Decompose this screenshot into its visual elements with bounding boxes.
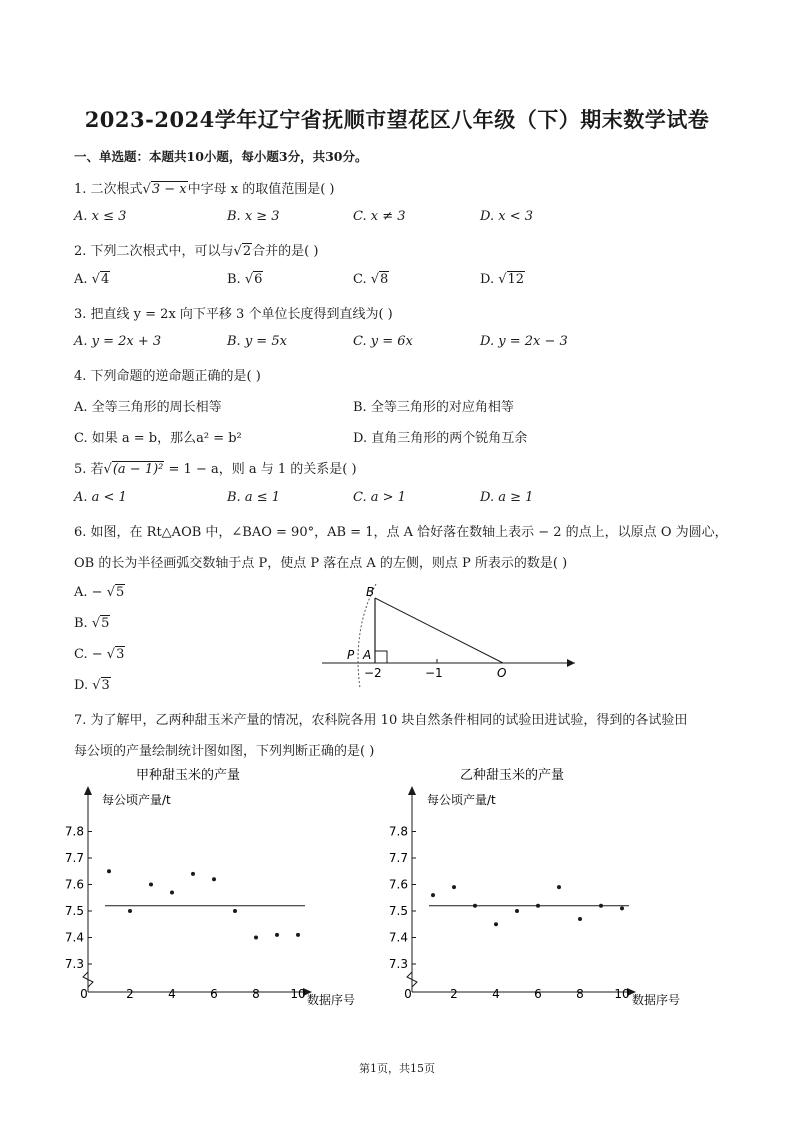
x-tick-label: 10 [614, 987, 630, 1001]
data-point [473, 904, 477, 908]
q2-b-radicand: 6 [254, 272, 263, 287]
data-point [515, 909, 519, 913]
q3-option-a: A. y = 2x + 3 [74, 334, 162, 349]
q2-d-radicand: 12 [507, 272, 525, 287]
exam-title: 2023-2024学年辽宁省抚顺市望花区八年级（下）期末数学试卷 [84, 107, 710, 132]
y-tick-label: 7.8 [64, 824, 84, 839]
q2-stem-a: 2. 下列二次根式中，可以与 [74, 244, 234, 259]
x-tick-label: 4 [492, 987, 500, 1001]
y-tick-label: 7.6 [388, 877, 408, 892]
chart-xlabel: 数据序号 [632, 993, 681, 1007]
sqrt-icon: √2 [233, 244, 252, 259]
data-point [536, 904, 540, 908]
q4-option-a: A. 全等三角形的周长相等 [74, 400, 222, 415]
q4-option-d: D. 直角三角形的两个锐角互余 [353, 431, 528, 446]
x-tick-label: 0 [80, 987, 88, 1001]
q2-a-radicand: 4 [100, 272, 110, 287]
q1-radicand: 3 − x [151, 182, 187, 197]
x-tick-label: 10 [290, 987, 306, 1001]
data-point [431, 893, 435, 897]
page-footer: 第1页，共15页 [359, 1062, 435, 1075]
q2-b-prefix: B. [227, 272, 245, 287]
q6-b-prefix: B. [74, 616, 92, 631]
data-point [578, 917, 582, 921]
chart-ylabel: 每公顷产量/t [102, 793, 171, 807]
q2-option-d: D. √12 [480, 272, 525, 287]
q6-c-radicand: 3 [116, 647, 125, 662]
y-tick-label: 7.3 [64, 957, 84, 971]
chart-title: 乙种甜玉米的产量 [459, 768, 565, 783]
x-tick-label: 2 [126, 987, 134, 1001]
chart-ylabel: 每公顷产量/t [427, 793, 496, 807]
q5-option-a: A. a < 1 [74, 490, 127, 505]
label-minus-2: −2 [364, 666, 382, 680]
x-tick-label: 8 [576, 987, 584, 1001]
q1-option-b: B. x ≥ 3 [227, 209, 280, 224]
data-point [599, 904, 603, 908]
q1-option-c: C. x ≠ 3 [353, 209, 406, 224]
q2-option-a: A. √4 [74, 272, 110, 287]
q6-option-b: B. √5 [74, 616, 110, 631]
x-tick-label: 6 [210, 987, 218, 1001]
data-point [557, 885, 561, 889]
q2-c-radicand: 8 [380, 272, 389, 287]
question-4-stem: 4. 下列命题的逆命题正确的是( ) [74, 369, 261, 384]
y-tick-label: 7.8 [388, 824, 408, 839]
q6-a-radicand: 5 [115, 585, 125, 600]
q2-c-prefix: C. [353, 272, 371, 287]
q1-option-d: D. x < 3 [480, 209, 533, 224]
q5-stem-a: 5. 若 [74, 462, 104, 477]
y-tick-label: 7.5 [64, 904, 84, 918]
x-tick-label: 8 [252, 987, 260, 1001]
question-6-line1: 6. 如图，在 Rt△AOB 中，∠BAO = 90°，AB = 1，点 A 恰好落在数轴上表示 − 2 的点上，以原点 O 为圆心， [74, 525, 728, 540]
sqrt-icon: √(a − 1)² [103, 462, 164, 477]
question-3-stem: 3. 把直线 y = 2x 向下平移 3 个单位长度得到直线为( ) [74, 307, 393, 322]
q6-a-prefix: A. − [74, 585, 107, 600]
y-tick-label: 7.5 [388, 904, 408, 918]
sqrt-icon: √3 − x [142, 182, 187, 197]
x-tick-label: 4 [168, 987, 176, 1001]
label-a: A [363, 648, 372, 662]
section-heading: 一、单选题：本题共10小题，每小题3分，共30分。 [74, 149, 368, 164]
q6-option-d: D. √3 [74, 678, 110, 693]
q6-c-prefix: C. − [74, 647, 107, 662]
question-7-line1: 7. 为了解甲，乙两种甜玉米产量的情况，农科院各用 10 块自然条件相同的试验田进试验，得到的各试验田 [74, 713, 688, 728]
q5-option-b: B. a ≤ 1 [227, 490, 280, 505]
q5-stem-b: = 1 − a，则 a 与 1 的关系是( ) [164, 462, 357, 477]
y-tick-label: 7.4 [64, 930, 84, 945]
q1-stem-a: 1. 二次根式 [74, 182, 143, 197]
q1-option-a: A. x ≤ 3 [74, 209, 127, 224]
label-o: O [497, 666, 507, 680]
q2-radicand: 2 [242, 244, 252, 259]
q5-option-d: D. a ≥ 1 [480, 490, 534, 505]
data-point [494, 922, 498, 926]
q6-b-radicand: 5 [101, 616, 110, 631]
y-axis-arrow-icon [408, 786, 416, 795]
x-tick-label: 2 [450, 987, 458, 1001]
q3-option-b: B. y = 5x [227, 334, 287, 349]
chart-title: 甲种甜玉米的产量 [135, 768, 241, 783]
q5-option-c: C. a > 1 [353, 490, 406, 505]
data-point [452, 885, 456, 889]
y-tick-label: 7.3 [388, 957, 408, 971]
q2-option-c: C. √8 [353, 272, 389, 287]
q6-option-a: A. − √5 [74, 585, 125, 600]
q6-d-radicand: 3 [101, 678, 110, 693]
question-7-line2: 每公顷的产量绘制统计图如图，下列判断正确的是( ) [74, 744, 375, 759]
y-tick-label: 7.6 [64, 877, 84, 892]
q3-option-c: C. y = 6x [353, 334, 413, 349]
label-p: P [347, 648, 355, 662]
chart-xlabel: 数据序号 [307, 993, 356, 1007]
q2-a-prefix: A. [74, 272, 92, 287]
y-tick-label: 7.7 [388, 851, 408, 865]
q6-d-prefix: D. [74, 678, 93, 693]
x-tick-label: 6 [534, 987, 542, 1001]
y-tick-label: 7.4 [388, 930, 408, 945]
x-tick-label: 0 [404, 987, 412, 1001]
data-point [620, 906, 624, 910]
q3-option-d: D. y = 2x − 3 [480, 334, 568, 349]
q2-option-b: B. √6 [227, 272, 263, 287]
q6-option-c: C. − √3 [74, 647, 125, 662]
label-b: B [366, 585, 375, 599]
q2-d-prefix: D. [480, 272, 499, 287]
q1-stem-b: 中字母 x 的取值范围是( ) [187, 182, 335, 197]
q4-option-b: B. 全等三角形的对应角相等 [353, 400, 514, 415]
q4-option-c: C. 如果 a = b，那么a² = b² [74, 431, 242, 446]
label-minus-1: −1 [425, 666, 443, 680]
question-6-line2: OB 的长为半径画弧交数轴于点 P，使点 P 落在点 A 的左侧，则点 P 所表示的数是( ) [74, 556, 568, 571]
q5-radicand: (a − 1)² [112, 462, 164, 477]
q2-stem-b: 合并的是( ) [252, 244, 319, 259]
y-tick-label: 7.7 [64, 851, 84, 865]
